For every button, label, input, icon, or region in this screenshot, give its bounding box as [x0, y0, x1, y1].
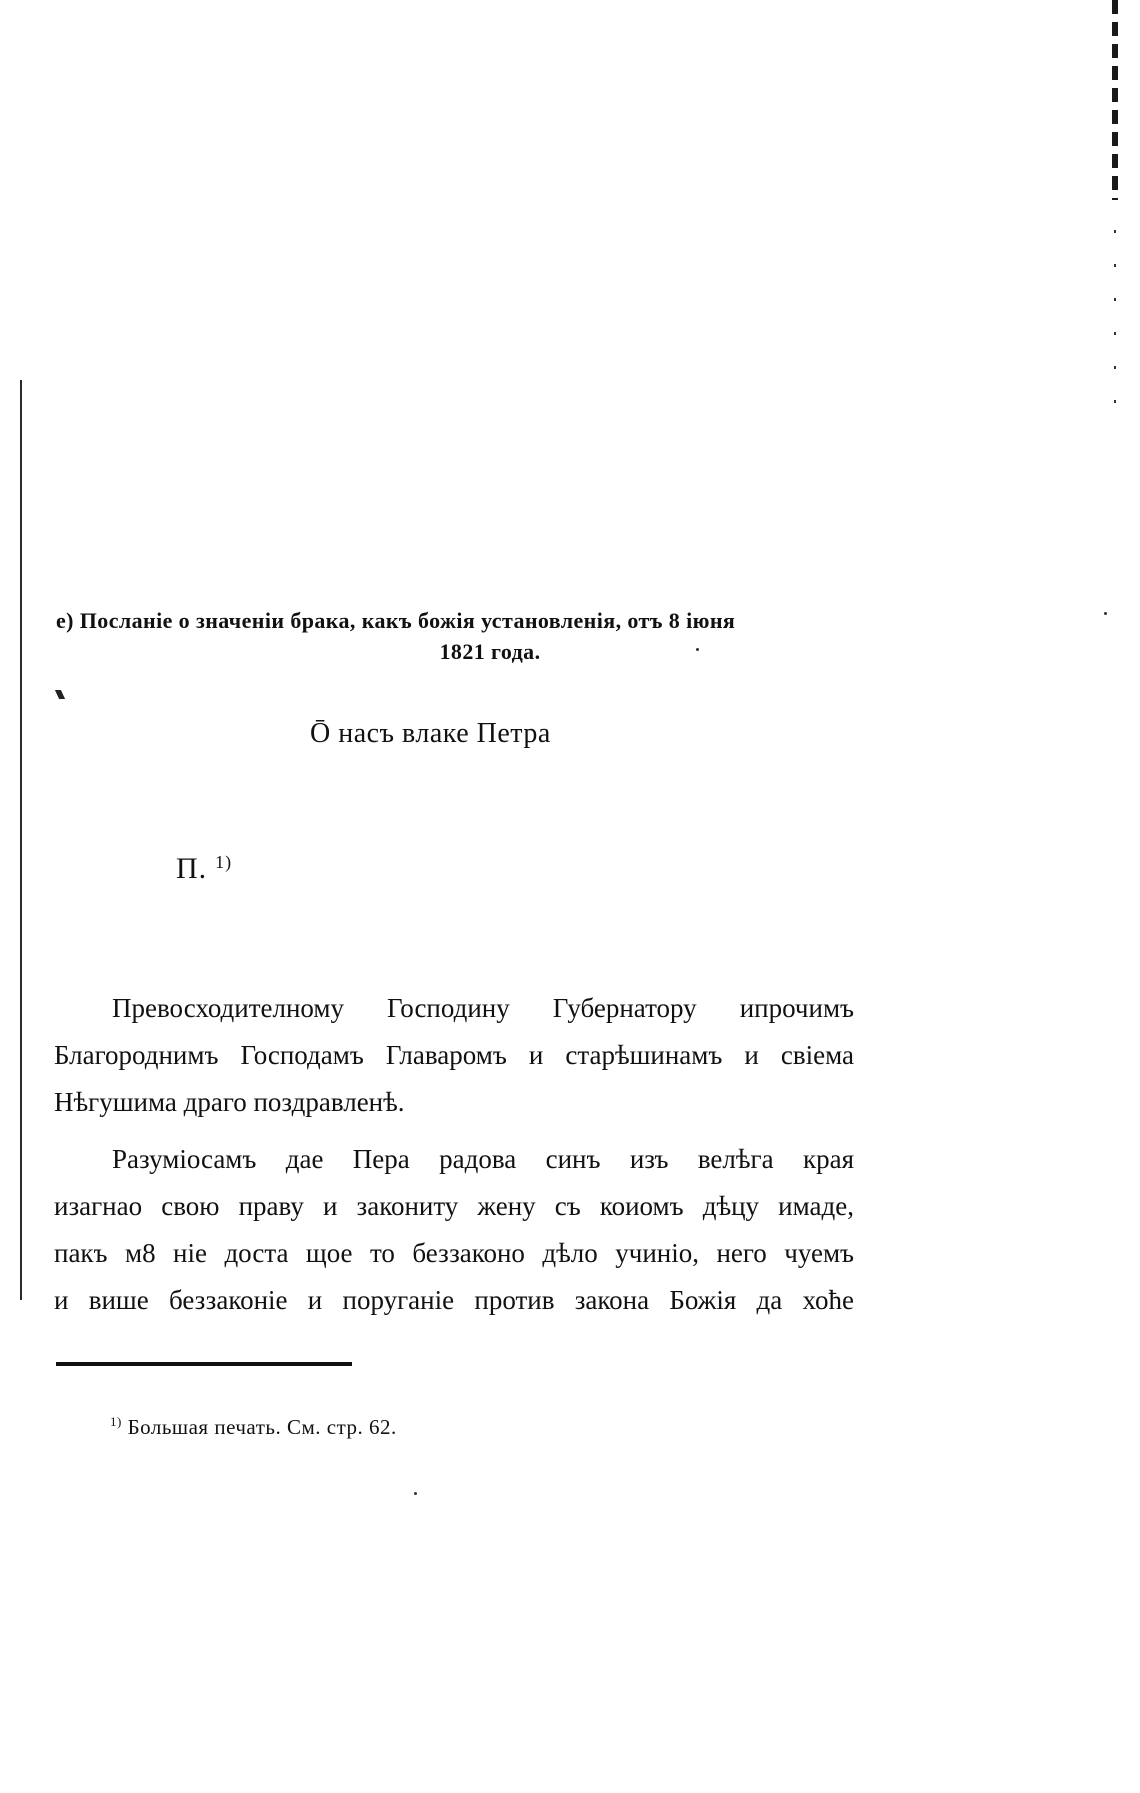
letter-body — [54, 985, 854, 1324]
footnote — [110, 1414, 397, 1440]
footnote-text: Большая печать. См. стр. 62. — [127, 1415, 397, 1439]
text-line: изагнао свою праву и закониту жену съ коиомъ дѣцу имаде, — [54, 1191, 854, 1221]
text-line: пакъ м8 ніе доста щое то беззаконо дѣло учиніо, него чуемъ — [54, 1238, 854, 1268]
ink-speck — [1104, 612, 1107, 615]
address-title: Ō насъ влаке Петра — [310, 718, 551, 749]
footnote-divider — [56, 1362, 352, 1366]
page-edge-dots — [1114, 230, 1116, 430]
text-line: Разуміосамъ дае Пера радова синъ изъ велѣга края — [112, 1144, 854, 1174]
letter-heading-line-2: 1821 года. — [439, 639, 541, 664]
text-line: Благороднимъ Господамъ Главаромъ и старѣшинамъ и свіема — [54, 1040, 854, 1070]
letter-heading-line-1: е) Посланіе о значеніи брака, какъ божія установленія, отъ 8 іюня — [56, 608, 736, 633]
paragraph-2 — [54, 1136, 854, 1324]
paragraph-1 — [54, 985, 854, 1126]
text-line: и више беззаконіе и поруганіе против закона Божія да хоће — [54, 1285, 854, 1315]
footnote-reference: 1) — [215, 852, 233, 872]
page-edge-marks — [1112, 0, 1118, 200]
section-number — [176, 852, 232, 886]
margin-rule — [20, 380, 22, 1300]
text-line: Превосходителному Господину Губернатору ипрочимъ — [112, 993, 854, 1023]
ink-speck — [414, 1492, 417, 1495]
ink-mark — [55, 690, 65, 699]
paragraph-gap — [54, 1126, 854, 1136]
text-line: Нѣгушима драго поздравленѣ. — [54, 1087, 405, 1117]
section-label: П. — [176, 852, 208, 885]
footnote-marker: 1) — [110, 1414, 122, 1429]
